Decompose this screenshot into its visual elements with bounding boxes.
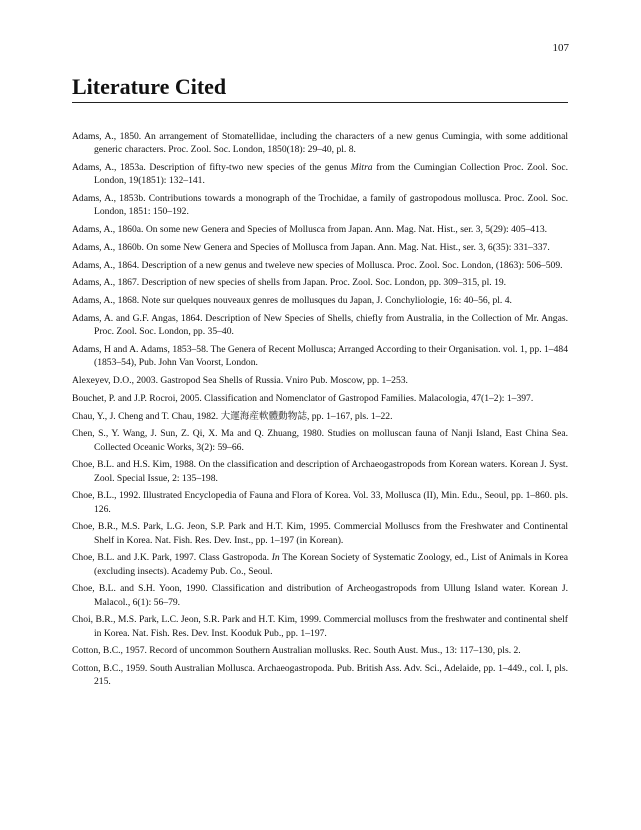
reference-text: Choe, B.L. and S.H. Yoon, 1990. Classification and distribution of Archeogastropods from Ullung Island water. Korean J. Malacol., 6(1): 56–79. bbox=[72, 583, 568, 608]
reference-italic-text: Mitra bbox=[350, 162, 373, 173]
reference-text: Cotton, B.C., 1959. South Australian Mollusca. Archaeogastropoda. Pub. British Ass. Adv. Sci., Adelaide, pp. 1–449., col. I, pls. 215. bbox=[72, 663, 568, 688]
reference-entry bbox=[72, 458, 568, 484]
reference-entry bbox=[72, 161, 568, 187]
section-heading: Literature Cited bbox=[72, 74, 568, 103]
reference-entry bbox=[72, 410, 568, 423]
reference-entry bbox=[72, 644, 568, 657]
reference-text: Adams, A., 1860b. On some New Genera and Species of Mollusca from Japan. Ann. Mag. Nat. Hist., ser. 3, 6(35): 331–337. bbox=[72, 241, 550, 253]
reference-entry bbox=[72, 489, 568, 515]
reference-entry bbox=[72, 241, 568, 254]
reference-entry bbox=[72, 259, 568, 272]
reference-entry bbox=[72, 582, 568, 608]
reference-entry bbox=[72, 276, 568, 289]
reference-entry bbox=[72, 294, 568, 307]
reference-entry bbox=[72, 192, 568, 218]
reference-entry bbox=[72, 343, 568, 369]
reference-entry bbox=[72, 223, 568, 236]
reference-text: Adams, A., 1867. Description of new species of shells from Japan. Proc. Zool. Soc. London, pp. 309–315, pl. 19. bbox=[72, 277, 507, 289]
reference-text: Adams, A., 1853b. Contributions towards a monograph of the Trochidae, a family of gastropodous mollusca. Proc. Zool. Soc. London, 1851: 150–192. bbox=[72, 193, 568, 218]
reference-text: Choe, B.L., 1992. Illustrated Encyclopedia of Fauna and Flora of Korea. Vol. 33, Mollusca (II), Min. Edu., Seoul, pp. 1–860. pls. 126. bbox=[72, 490, 568, 515]
reference-text: Adams, A., 1864. Description of a new genus and tweleve new species of Mollusca. Proc. Zool. Soc. London, (1863): 506–509. bbox=[72, 259, 563, 271]
reference-text: Cotton, B.C., 1957. Record of uncommon Southern Australian mollusks. Rec. South Aust. Mus., 13: 117–130, pls. 2. bbox=[72, 645, 521, 657]
reference-text: Bouchet, P. and J.P. Rocroi, 2005. Classification and Nomenclator of Gastropod Families. Malacologia, 47(1–2): 1–397. bbox=[72, 392, 534, 404]
reference-entry bbox=[72, 392, 568, 405]
reference-text: Adams, A., 1850. An arrangement of Stomatellidae, including the characters of a new genus Cumingia, with some additional generic characters. Proc. Zool. Soc. London, 1850(18): 29–40, pl. 8. bbox=[72, 131, 568, 156]
reference-entry bbox=[72, 374, 568, 387]
reference-text: Adams, A., 1868. Note sur quelques nouveaux genres de mollusques du Japan, J. Conchyliologie, 16: 40–56, pl. 4. bbox=[72, 295, 512, 307]
reference-list bbox=[72, 130, 568, 693]
reference-entry bbox=[72, 312, 568, 338]
reference-text: The Korean Society of Systematic Zoology, ed., List of Animals in Korea (excluding insects). Academy Pub. Co., Seoul. bbox=[94, 552, 568, 577]
reference-entry bbox=[72, 662, 568, 688]
reference-text: Alexeyev, D.O., 2003. Gastropod Sea Shells of Russia. Vniro Pub. Moscow, pp. 1–253. bbox=[72, 374, 408, 386]
reference-text: Adams, A., 1853a. Description of fifty-two new species of the genus bbox=[72, 162, 351, 173]
reference-text: from the Cumingian Collection Proc. Zool. Soc. London, 19(1851): 132–141. bbox=[94, 162, 569, 187]
reference-entry bbox=[72, 130, 568, 156]
reference-text: Choe, B.L. and H.S. Kim, 1988. On the classification and description of Archaeogastropods from Korean waters. Korean J. Syst. Zool. Special Issue, 2: 135–198. bbox=[72, 459, 568, 484]
reference-entry bbox=[72, 520, 568, 546]
reference-text: Adams, A., 1860a. On some new Genera and Species of Mollusca from Japan. Ann. Mag. Nat. Hist., ser. 3, 5(29): 405–413. bbox=[72, 224, 548, 235]
reference-text: Choe, B.L. and J.K. Park, 1997. Class Gastropoda. bbox=[72, 552, 272, 564]
reference-entry bbox=[72, 427, 568, 453]
reference-text: Chau, Y., J. Cheng and T. Chau, 1982. 大運海産軟體動物誌, pp. 1–167, pls. 1–22. bbox=[72, 410, 393, 422]
reference-text: Choe, B.R., M.S. Park, L.G. Jeon, S.P. Park and H.T. Kim, 1995. Commercial Molluscs from the Freshwater and Continental Shelf in Korea. Nat. Fish. Res. Dev. Inst., pp. 1–197 (in Korean). bbox=[72, 521, 568, 546]
reference-italic-text: In bbox=[271, 552, 280, 564]
reference-text: Adams, H and A. Adams, 1853–58. The Genera of Recent Mollusca; Arranged According to their Organisation. vol. 1, pp. 1–484 (1853–54), Pub. John Van Voorst, London. bbox=[72, 343, 568, 369]
reference-entry bbox=[72, 551, 568, 577]
reference-entry bbox=[72, 613, 568, 639]
reference-text: Choi, B.R., M.S. Park, L.C. Jeon, S.R. Park and H.T. Kim, 1999. Commercial molluscs from the freshwater and continental shelf in Korea. Nat. Fish. Res. Dev. Inst. Kooduk Pub., pp. 1–197. bbox=[72, 614, 568, 639]
page-number: 107 bbox=[552, 42, 569, 54]
reference-text: Adams, A. and G.F. Angas, 1864. Description of New Species of Shells, chiefly from Australia, in the Collection of Mr. Angas. Proc. Zool. Soc. London, pp. 35–40. bbox=[72, 312, 568, 338]
reference-text: Chen, S., Y. Wang, J. Sun, Z. Qi, X. Ma and Q. Zhuang, 1980. Studies on molluscan fauna of Nanji Island, East China Sea. Collected Oceanic Works, 3(2): 59–66. bbox=[72, 428, 568, 453]
